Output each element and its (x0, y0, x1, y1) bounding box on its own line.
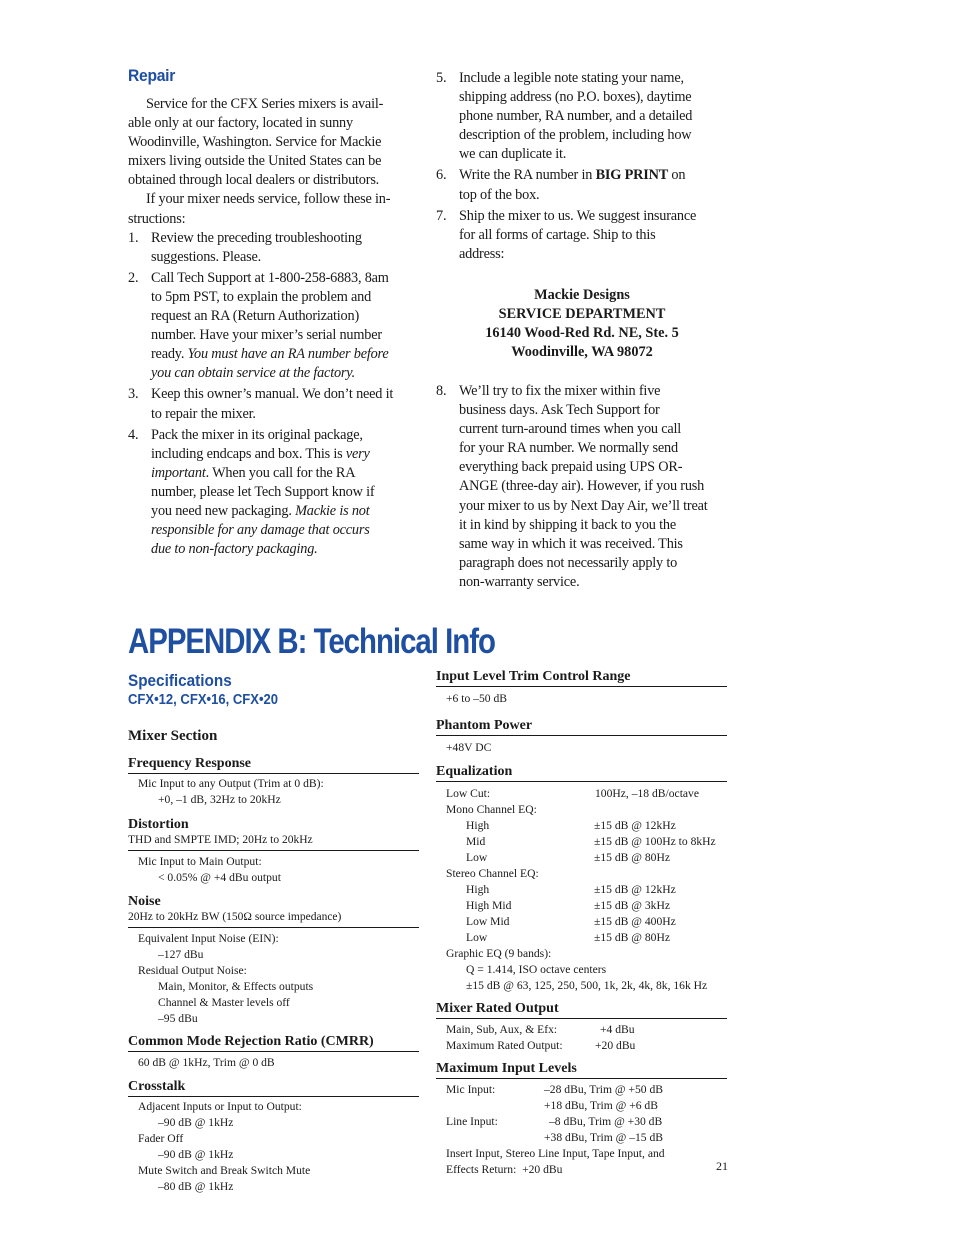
trim-range-body (436, 691, 727, 707)
spec-line: Mic Input to any Output (Trim at 0 dB): (138, 777, 324, 790)
emphasis-text: you can obtain service at the factory. (151, 365, 356, 382)
spec-line: Insert Input, Stereo Line Input, Tape Input, and (446, 1147, 665, 1160)
text-line: number. Have your mixer’s serial number (151, 327, 382, 344)
cmrr-body (128, 1055, 419, 1071)
text-line: structions: (128, 210, 186, 227)
equalization-body (436, 786, 727, 994)
max-input-row (436, 1082, 727, 1098)
spec-line: Mute Switch and Break Switch Mute (138, 1164, 311, 1177)
text-line: for your RA number. We normally send (459, 440, 678, 457)
text-span: on (668, 167, 686, 184)
step-number: 3. (128, 386, 139, 403)
distortion-title: Distortion (128, 817, 189, 832)
rated-label: Main, Sub, Aux, & Efx: (446, 1023, 558, 1036)
page-number: 21 (716, 1159, 728, 1173)
spec-line: Main, Monitor, & Effects outputs (158, 980, 314, 993)
eq-row (436, 834, 727, 850)
eq-band: High Mid (466, 899, 512, 912)
text-span: including endcaps and box. This is (151, 445, 346, 462)
eq-band: Low (466, 851, 488, 864)
emphasis-text: Mackie is not (295, 502, 370, 519)
eq-value: 100Hz, –18 dB/octave (595, 787, 699, 800)
repair-steps-list-final (436, 382, 731, 592)
address-line: Mackie Designs (534, 287, 630, 303)
model-list: CFX•12, CFX•16, CFX•20 (128, 692, 279, 708)
eq-row (436, 898, 727, 914)
crosstalk-title: Crosstalk (128, 1078, 419, 1097)
text-line: top of the box. (459, 186, 540, 203)
eq-row (436, 818, 727, 834)
text-line (151, 464, 423, 483)
step-number: 2. (128, 269, 139, 286)
text-line: for all forms of cartage. Ship to this (459, 226, 656, 243)
eq-band: High (466, 883, 490, 896)
frequency-response-body (128, 776, 419, 808)
text-span: you need new packaging. (151, 502, 296, 519)
eq-band: Mid (466, 835, 486, 848)
spec-line: Residual Output Noise: (138, 964, 247, 977)
text-line (151, 540, 423, 559)
spec-value: < 0.05% @ +4 dBu output (158, 871, 281, 884)
spec-line: Adjacent Inputs or Input to Output: (138, 1100, 302, 1113)
text-line: address: (459, 245, 505, 262)
eq-group-label: Stereo Channel EQ: (446, 867, 539, 880)
emphasis-text: You must have an RA number before (187, 346, 389, 363)
eq-row (436, 850, 727, 866)
text-line: Call Tech Support at 1-800-258-6883, 8am (151, 269, 389, 286)
text-line: obtained through local dealers or distributors. (128, 172, 380, 189)
max-input-row (436, 1130, 727, 1146)
spec-line: Channel & Master levels off (158, 996, 290, 1009)
eq-value: ±15 dB @ 12kHz (594, 883, 676, 896)
text-line: business days. Ask Tech Support for (459, 402, 660, 419)
eq-row (436, 914, 727, 930)
rated-label: Maximum Rated Output: (446, 1039, 563, 1052)
spec-value: 60 dB @ 1kHz, Trim @ 0 dB (138, 1056, 275, 1069)
text-line: Include a legible note stating your name, (459, 70, 684, 86)
spec-line: ±15 dB @ 63, 125, 250, 500, 1k, 2k, 4k, 8k, 16k Hz (466, 979, 708, 992)
list-item (128, 426, 423, 560)
text-line: ANGE (three-day air). However, if you rush (459, 478, 705, 495)
step-number: 6. (436, 167, 447, 184)
max-input-value: +18 dBu, Trim @ +6 dB (544, 1099, 658, 1112)
address-line: 16140 Wood-Red Rd. NE, Ste. 5 (485, 325, 679, 341)
list-item (128, 385, 423, 423)
eq-value: ±15 dB @ 3kHz (594, 899, 670, 912)
text-line: same way in which it was received. This (459, 535, 683, 552)
spec-column-left (128, 755, 419, 1195)
text-line (151, 345, 423, 364)
repair-heading: Repair (128, 66, 176, 85)
rated-output-title: Mixer Rated Output (436, 1000, 727, 1019)
text-line: suggestions. Please. (151, 248, 261, 265)
text-line: Woodinville, Washington. Service for Mackie (128, 134, 382, 151)
spec-column-right (436, 668, 727, 1178)
text-line: phone number, RA number, and a detailed (459, 108, 693, 125)
phantom-power-title: Phantom Power (436, 717, 727, 736)
eq-value: ±15 dB @ 80Hz (594, 931, 670, 944)
spec-line: Effects Return: +20 dBu (446, 1163, 563, 1176)
text-line (459, 166, 731, 185)
spec-value: –127 dBu (158, 948, 204, 961)
distortion-body (128, 854, 419, 886)
text-line: current turn-around times when you call (459, 421, 682, 438)
list-item (128, 229, 423, 267)
list-item (436, 166, 731, 204)
address-line: Woodinville, WA 98072 (511, 344, 653, 360)
address-line: SERVICE DEPARTMENT (498, 306, 666, 322)
spec-value: –90 dB @ 1kHz (158, 1116, 234, 1129)
step-number: 4. (128, 426, 139, 443)
text-span: Write the RA number in (459, 167, 596, 184)
spec-value: –90 dB @ 1kHz (158, 1148, 234, 1161)
text-line: able only at our factory, located in sunny (128, 115, 353, 132)
text-line: description of the problem, including how (459, 127, 692, 144)
text-line: Pack the mixer in its original package, (151, 426, 363, 443)
rated-output-body (436, 1022, 727, 1054)
equalization-title: Equalization (436, 763, 727, 782)
step-number: 5. (436, 70, 447, 86)
emphasis-text: due to non-factory packaging. (151, 541, 318, 558)
crosstalk-body (128, 1099, 419, 1195)
text-line (151, 502, 423, 521)
repair-intro-paragraph (128, 95, 423, 190)
spec-value: –80 dB @ 1kHz (158, 1180, 234, 1193)
eq-group-label: Graphic EQ (9 bands): (446, 947, 552, 960)
text-span: . When you call for the RA (205, 464, 356, 481)
text-line: mixers living outside the United States can be (128, 153, 382, 170)
text-line: Service for the CFX Series mixers is avail- (146, 96, 384, 112)
text-line (151, 521, 423, 540)
eq-label: Low Cut: (446, 787, 491, 800)
emphasis-text: important (151, 464, 206, 481)
spec-value: +6 to –50 dB (446, 692, 507, 705)
text-line (151, 445, 423, 464)
appendix-title: APPENDIX B: Technical Info (128, 622, 495, 661)
step-number: 1. (128, 229, 139, 246)
max-input-title: Maximum Input Levels (436, 1060, 727, 1079)
list-item (436, 382, 731, 592)
text-line: everything back prepaid using UPS OR- (459, 459, 683, 476)
repair-steps-list (128, 229, 423, 560)
spec-line: Q = 1.414, ISO octave centers (466, 963, 607, 976)
text-line: your mixer to us by Next Day Air, we’ll treat (459, 497, 708, 514)
max-input-value: –8 dBu, Trim @ +30 dB (549, 1115, 663, 1128)
text-line: we can duplicate it. (459, 146, 567, 163)
eq-value: ±15 dB @ 100Hz to 8kHz (594, 835, 716, 848)
spec-value: –95 dBu (158, 1012, 198, 1025)
text-line: Ship the mixer to us. We suggest insurance (459, 207, 697, 224)
text-line: it in kind by shipping it back to you the (459, 516, 676, 533)
noise-title: Noise (128, 894, 161, 909)
max-input-label: Mic Input: (446, 1083, 496, 1096)
cmrr-title: Common Mode Rejection Ratio (CMRR) (128, 1033, 419, 1052)
list-item (128, 269, 423, 384)
eq-row (436, 930, 727, 946)
eq-value: ±15 dB @ 12kHz (594, 819, 676, 832)
text-line: non-warranty service. (459, 573, 580, 590)
emphasis-text: very (345, 445, 370, 462)
repair-step-8 (436, 382, 731, 594)
text-line: request an RA (Return Authorization) (151, 308, 359, 325)
text-line (151, 364, 423, 383)
eq-band: Low Mid (466, 915, 510, 928)
noise-subtitle: 20Hz to 20kHz BW (150Ω source impedance) (128, 910, 419, 928)
emphasis-text: responsible for any damage that occurs (151, 522, 370, 539)
rated-row (436, 1038, 727, 1054)
specifications-heading: Specifications (128, 671, 232, 690)
text-line: paragraph does not necessarily apply to (459, 554, 678, 571)
eq-row (436, 882, 727, 898)
spec-line: Fader Off (138, 1132, 184, 1145)
text-line: to repair the mixer. (151, 405, 256, 422)
mixer-section-heading: Mixer Section (128, 728, 218, 744)
spec-value: +48V DC (446, 741, 492, 754)
trim-range-title: Input Level Trim Control Range (436, 668, 727, 687)
text-line: to 5pm PST, to explain the problem and (151, 288, 372, 305)
max-input-row (436, 1114, 727, 1130)
repair-steps-continued (436, 69, 731, 266)
max-input-value: –28 dBu, Trim @ +50 dB (544, 1083, 664, 1096)
eq-group-label: Mono Channel EQ: (446, 803, 537, 816)
text-line: Review the preceding troubleshooting (151, 229, 362, 246)
noise-body (128, 931, 419, 1027)
phantom-power-body (436, 740, 727, 756)
eq-band: High (466, 819, 490, 832)
rated-value: +20 dBu (595, 1039, 636, 1052)
frequency-response-title: Frequency Response (128, 755, 419, 774)
max-input-body (436, 1082, 727, 1178)
eq-value: ±15 dB @ 400Hz (594, 915, 676, 928)
bold-text: BIG PRINT (595, 167, 669, 184)
text-line: number, please let Tech Support know if (151, 483, 375, 500)
eq-band: Low (466, 931, 488, 944)
max-input-label: Line Input: (446, 1115, 498, 1128)
repair-steps-list-continued (436, 69, 731, 264)
repair-body (128, 95, 423, 561)
rated-row (436, 1022, 727, 1038)
list-item (436, 69, 731, 164)
eq-row (436, 786, 727, 802)
distortion-subtitle: THD and SMPTE IMD; 20Hz to 20kHz (128, 833, 419, 851)
text-line: We’ll try to fix the mixer within five (459, 383, 661, 399)
step-number: 8. (436, 383, 447, 399)
spec-value: +0, –1 dB, 32Hz to 20kHz (158, 793, 281, 806)
max-input-row (436, 1098, 727, 1114)
text-line: Keep this owner’s manual. We don’t need it (151, 386, 394, 403)
text-line: If your mixer needs service, follow these in- (146, 191, 391, 208)
repair-instructions-paragraph (128, 190, 423, 228)
list-item (436, 207, 731, 264)
service-address (436, 286, 728, 362)
step-number: 7. (436, 207, 447, 224)
text-line: shipping address (no P.O. boxes), daytime (459, 89, 692, 106)
max-input-label (446, 1099, 449, 1112)
rated-value: +4 dBu (600, 1023, 635, 1036)
max-input-label (446, 1131, 449, 1144)
text-span: ready. (151, 346, 188, 363)
max-input-value: +38 dBu, Trim @ –15 dB (544, 1131, 664, 1144)
spec-line: Equivalent Input Noise (EIN): (138, 932, 279, 945)
eq-value: ±15 dB @ 80Hz (594, 851, 670, 864)
spec-line: Mic Input to Main Output: (138, 855, 262, 868)
